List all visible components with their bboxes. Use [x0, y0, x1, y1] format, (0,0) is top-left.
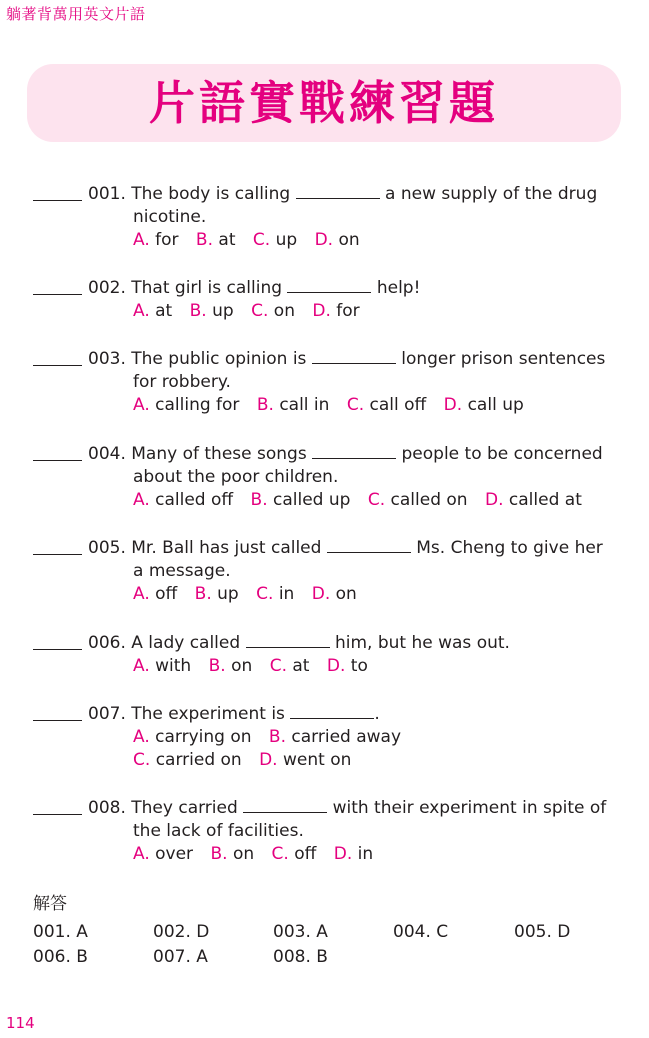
- options-row: [33, 749, 623, 772]
- question-number: 002.: [88, 278, 126, 298]
- answer-key-item: 001. A: [33, 922, 88, 942]
- option-c: C. up: [252, 230, 298, 250]
- option-a: A. calling for: [133, 395, 240, 415]
- option-b: B. call in: [256, 395, 330, 415]
- answers-heading: 解答: [33, 894, 67, 914]
- question-001: [33, 183, 623, 252]
- answer-key-item: 007. A: [153, 947, 208, 967]
- fill-blank: [312, 349, 396, 364]
- fill-blank: [296, 184, 380, 199]
- question-007: [33, 703, 623, 772]
- answer-key-item: 004. C: [393, 922, 449, 942]
- answer-blank: [33, 460, 82, 461]
- option-d: D. to: [326, 656, 368, 676]
- stem-after: help!: [376, 278, 421, 298]
- answer-blank: [33, 554, 82, 555]
- stem-before: The public opinion is: [131, 349, 307, 369]
- stem-before: That girl is calling: [131, 278, 283, 298]
- option-b: B. at: [195, 230, 236, 250]
- stem-before: Many of these songs: [131, 444, 307, 464]
- question-number: 007.: [88, 704, 126, 724]
- page-title: 片語實戰練習題: [149, 76, 499, 130]
- option-a: A. for: [133, 230, 179, 250]
- option-d: D. went on: [259, 750, 352, 770]
- option-c: C. carried on: [133, 750, 242, 770]
- option-d: D. call up: [443, 395, 524, 415]
- question-number: 005.: [88, 538, 126, 558]
- option-c: C. call off: [346, 395, 427, 415]
- option-b: B. carried away: [268, 727, 402, 747]
- option-d: D. on: [311, 584, 357, 604]
- fill-blank: [327, 538, 411, 553]
- option-b: B. called up: [250, 490, 351, 510]
- options-row: [33, 655, 623, 678]
- question-number: 001.: [88, 184, 126, 204]
- option-a: A. off: [133, 584, 178, 604]
- option-a: A. with: [133, 656, 192, 676]
- fill-blank: [243, 798, 327, 813]
- stem-before: They carried: [131, 798, 238, 818]
- options-row: [33, 300, 623, 323]
- option-d: D. called at: [485, 490, 582, 510]
- running-head: 躺著背萬用英文片語: [6, 5, 146, 23]
- stem-after: a new supply of the drug: [385, 184, 598, 204]
- option-b: B. on: [210, 844, 255, 864]
- options-row: [33, 489, 623, 512]
- answer-key-item: 005. D: [514, 922, 571, 942]
- answer-blank: [33, 365, 82, 366]
- option-c: C. on: [251, 301, 295, 321]
- stem-before: The body is calling: [131, 184, 291, 204]
- question-continuation: a message.: [133, 561, 231, 581]
- options-row: [33, 843, 623, 866]
- question-continuation: about the poor children.: [133, 467, 339, 487]
- stem-after: people to be concerned: [401, 444, 603, 464]
- question-continuation: the lack of facilities.: [133, 821, 304, 841]
- stem-before: A lady called: [131, 633, 241, 653]
- option-c: C. in: [256, 584, 295, 604]
- answer-blank: [33, 200, 82, 201]
- answer-blank: [33, 649, 82, 650]
- answer-key-item: 003. A: [273, 922, 328, 942]
- answer-key-item: 002. D: [153, 922, 210, 942]
- question-002: [33, 277, 623, 323]
- options-row: [33, 229, 623, 252]
- question-continuation: for robbery.: [133, 372, 231, 392]
- option-a: A. over: [133, 844, 194, 864]
- question-number: 004.: [88, 444, 126, 464]
- stem-after: .: [374, 704, 380, 724]
- fill-blank: [312, 444, 396, 459]
- question-number: 006.: [88, 633, 126, 653]
- question-006: [33, 632, 623, 678]
- question-003: [33, 348, 623, 417]
- fill-blank: [246, 633, 330, 648]
- option-b: B. up: [194, 584, 239, 604]
- fill-blank: [290, 704, 374, 719]
- stem-after: longer prison sentences: [401, 349, 606, 369]
- stem-before: The experiment is: [131, 704, 285, 724]
- answer-key-item: 008. B: [273, 947, 328, 967]
- question-continuation: nicotine.: [133, 207, 207, 227]
- fill-blank: [287, 278, 371, 293]
- option-d: D. in: [333, 844, 374, 864]
- stem-after: with their experiment in spite of: [332, 798, 607, 818]
- option-c: C. called on: [367, 490, 468, 510]
- option-d: D. on: [314, 230, 360, 250]
- options-row: [33, 583, 623, 606]
- stem-before: Mr. Ball has just called: [131, 538, 322, 558]
- options-row: [33, 726, 623, 749]
- option-b: B. on: [208, 656, 253, 676]
- option-d: D. for: [312, 301, 360, 321]
- options-row: [33, 394, 623, 417]
- question-008: [33, 797, 623, 866]
- answer-key-item: 006. B: [33, 947, 88, 967]
- question-004: [33, 443, 623, 512]
- option-a: A. carrying on: [133, 727, 252, 747]
- title-banner: [27, 64, 621, 142]
- option-c: C. off: [271, 844, 317, 864]
- stem-after: Ms. Cheng to give her: [416, 538, 603, 558]
- option-a: A. at: [133, 301, 173, 321]
- answer-blank: [33, 720, 82, 721]
- question-number: 008.: [88, 798, 126, 818]
- question-number: 003.: [88, 349, 126, 369]
- answer-blank: [33, 294, 82, 295]
- option-a: A. called off: [133, 490, 234, 510]
- answer-blank: [33, 814, 82, 815]
- question-005: [33, 537, 623, 606]
- stem-after: him, but he was out.: [334, 633, 510, 653]
- option-b: B. up: [189, 301, 234, 321]
- option-c: C. at: [269, 656, 310, 676]
- page-number: 114: [6, 1014, 35, 1032]
